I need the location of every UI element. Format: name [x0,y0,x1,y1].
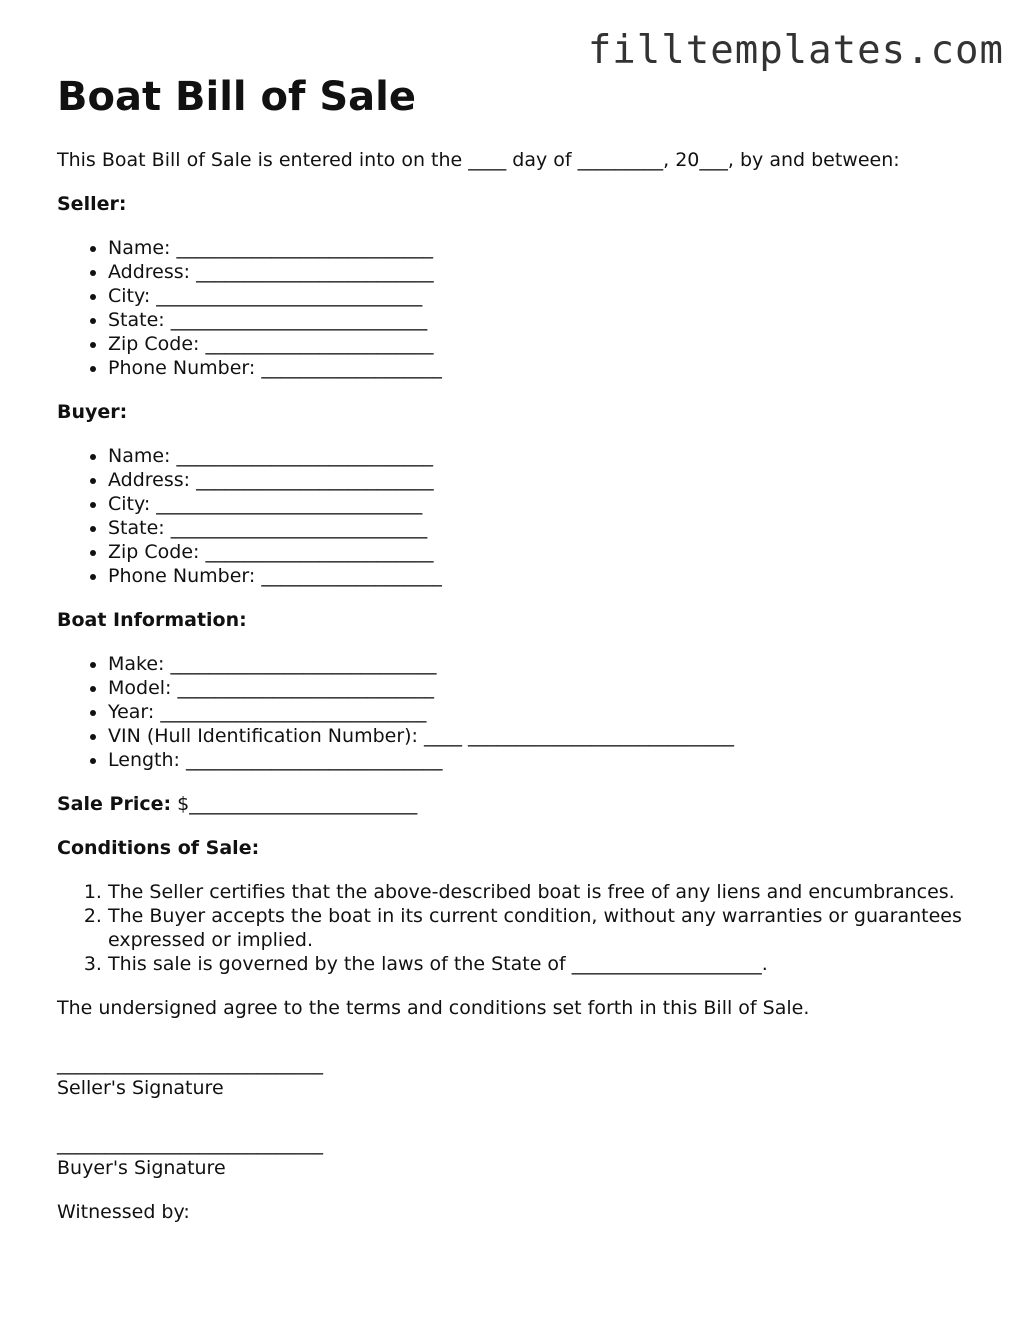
buyer-phone-field: • Phone Number: ___________________ [108,564,1007,588]
buyer-state-field: • State: ___________________________ [108,516,1007,540]
seller-fields [57,236,1007,380]
boat-model-field: • Model: ___________________________ [108,676,1007,700]
boat-vin-field: • VIN (Hull Identification Number): ____ ____________________________ [108,724,1007,748]
seller-signature-label: Seller's Signature [57,1077,224,1099]
conditions-heading: Conditions of Sale: [57,837,260,859]
boat-length-field: • Length: ___________________________ [108,748,1007,772]
condition-item: 2. The Buyer accepts the boat in its current condition, without any warranties or guarantees expressed or implied. [108,904,1007,952]
agreement-text: The undersigned agree to the terms and conditions set forth in this Bill of Sale. [57,997,810,1019]
sale-price-value: $________________________ [177,793,418,815]
conditions-list [57,880,1007,976]
buyer-address-field: • Address: _________________________ [108,468,1007,492]
witness-text: Witnessed by: [57,1201,190,1223]
document-body [57,72,1007,1224]
document-title: Boat Bill of Sale [57,74,417,120]
intro-text: This Boat Bill of Sale is entered into on the ____ day of _________, 20___, by and between: [57,149,900,171]
buyer-signature-block [57,1132,1007,1180]
seller-signature-line: ____________________________ [57,1053,323,1075]
buyer-name-field: • Name: ___________________________ [108,444,1007,468]
seller-name-field: • Name: ___________________________ [108,236,1007,260]
boat-year-field: • Year: ____________________________ [108,700,1007,724]
seller-address-field: • Address: _________________________ [108,260,1007,284]
seller-signature-block [57,1052,1007,1100]
buyer-fields [57,444,1007,588]
boat-make-field: • Make: ____________________________ [108,652,1007,676]
sale-price [57,792,1007,816]
buyer-signature-line: ____________________________ [57,1133,323,1155]
buyer-heading: Buyer: [57,401,128,423]
buyer-signature-label: Buyer's Signature [57,1157,226,1179]
boat-fields [57,652,1007,772]
seller-phone-field: • Phone Number: ___________________ [108,356,1007,380]
seller-city-field: • City: ____________________________ [108,284,1007,308]
condition-item: 3. This sale is governed by the laws of the State of ____________________. [108,952,1007,976]
seller-heading: Seller: [57,193,127,215]
condition-item: 1. The Seller certifies that the above-described boat is free of any liens and encumbrances. [108,880,1007,904]
boat-info-heading: Boat Information: [57,609,247,631]
seller-zip-field: • Zip Code: ________________________ [108,332,1007,356]
watermark: filltemplates.com [587,28,1004,73]
seller-state-field: • State: ___________________________ [108,308,1007,332]
buyer-zip-field: • Zip Code: ________________________ [108,540,1007,564]
sale-price-label: Sale Price: [57,793,172,815]
buyer-city-field: • City: ____________________________ [108,492,1007,516]
